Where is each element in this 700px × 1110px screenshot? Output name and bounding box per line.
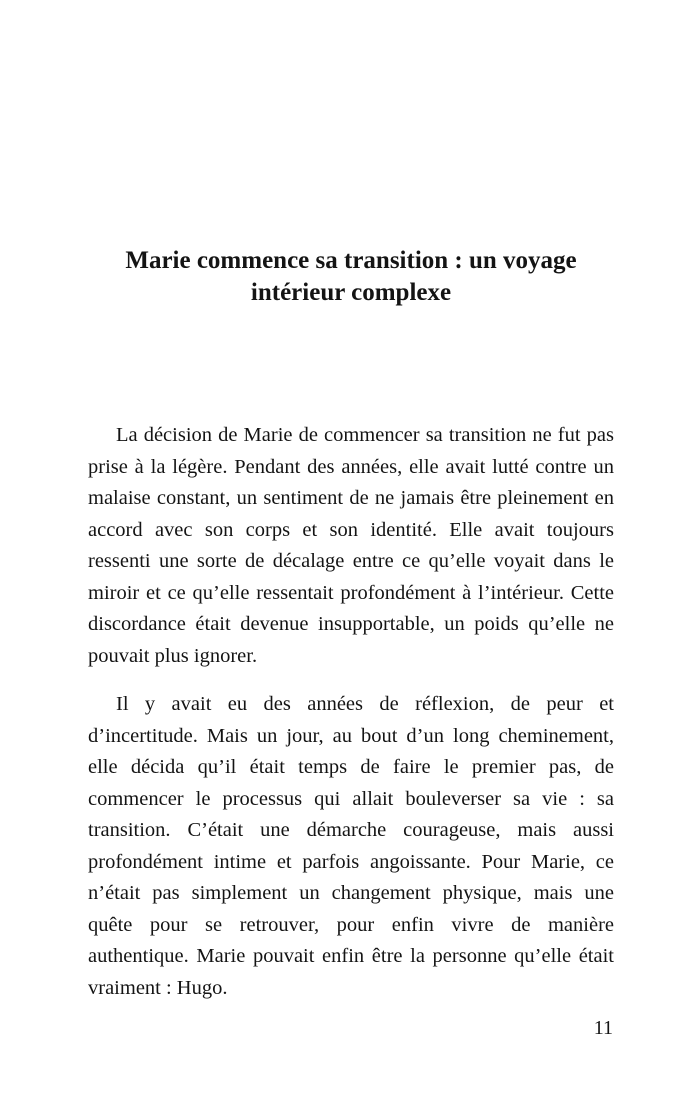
paragraph-2: Il y avait eu des années de réflexion, de peur et d’incertitude. Mais un jour, au bout d’un long cheminement, elle décida qu’il était temps de faire le premier pas, de commencer le processus qui allait bouleverser sa vie : sa transition. C’était une démarche courageuse, mais aussi profondément intime et parfois angoissante. Pour Marie, ce n’était pas simplement un changement physique, mais une quête pour se retrouver, pour enfin vivre de manière authentique. Marie pouvait enfin être la personne qu’elle était vraiment : Hugo. <box>88 693 614 999</box>
chapter-title: Marie commence sa transition : un voyage intérieur complexe <box>125 247 577 306</box>
body-text <box>88 420 614 1021</box>
page-number: 11 <box>593 1017 613 1039</box>
paragraph-1: La décision de Marie de commencer sa transition ne fut pas prise à la légère. Pendant des années, elle avait lutté contre un malaise constant, un sentiment de ne jamais être pleinement en accord avec son corps et son identité. Elle avait toujours ressenti une sorte de décalage entre ce qu’elle voyait dans le miroir et ce qu’elle ressentait profondément à l’intérieur. Cette discordance était devenue insupportable, un poids qu’elle ne pouvait plus ignorer. <box>88 424 614 667</box>
